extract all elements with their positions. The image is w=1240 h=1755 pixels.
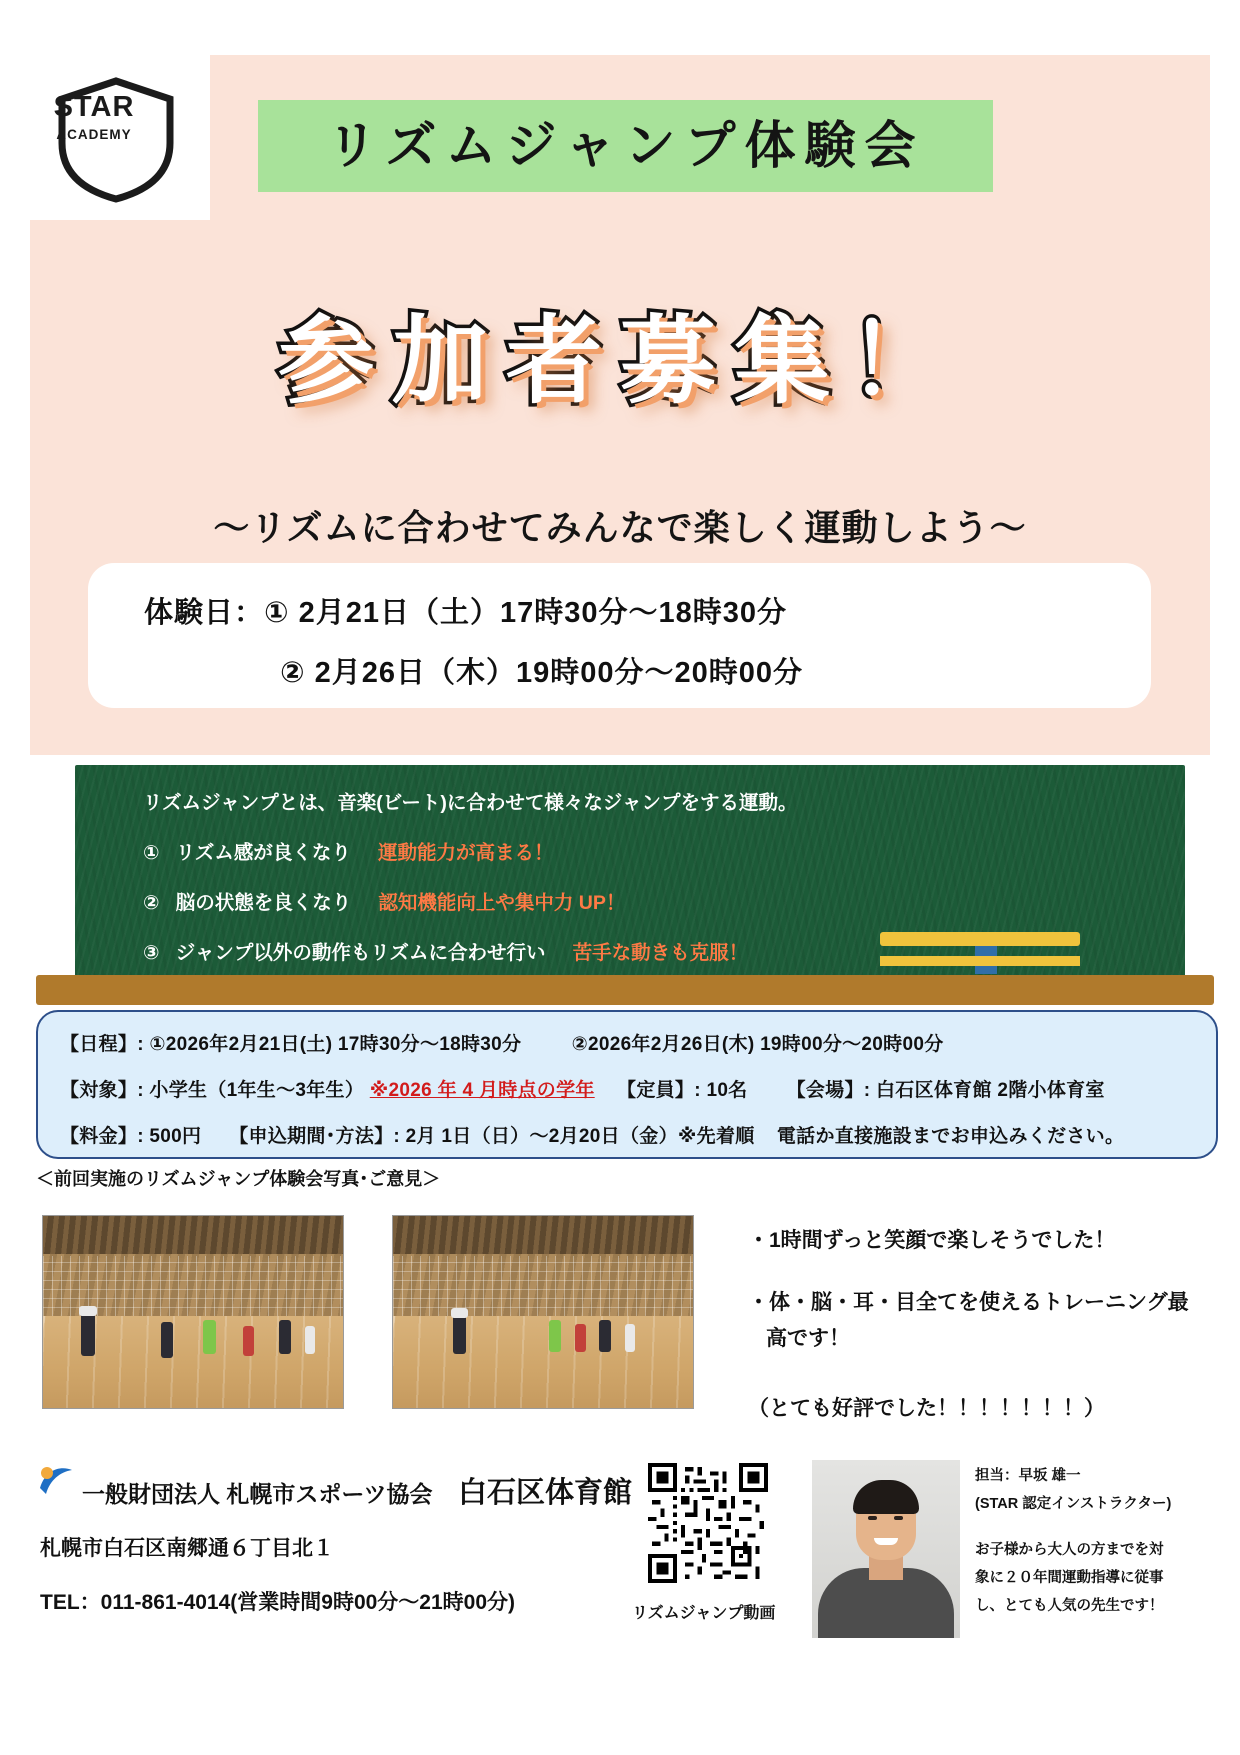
trial-dates-box [88,563,1151,708]
instructor-title: (STAR 認定インストラクター) [975,1496,1172,1512]
instructor-bio-line-3: し、とても人気の先生です！ [975,1598,1164,1614]
photos-caption: ＜前回実施のリズムジャンプ体験会写真･ご意見＞ [36,1169,441,1189]
trial-date-1: 体験日：① 2月21日（土）17時30分～18時30分 [144,597,788,629]
apply-label: 【申込期間･方法】: [229,1126,401,1147]
star-academy-logo [30,55,210,220]
instructor-bio-line-1: お子様から大人の方までを対 [975,1542,1164,1558]
board-intro: リズムジャンプとは、音楽(ビート)に合わせて様々なジャンプをする運動。 [143,792,798,814]
board-point-2-text: 脳の状態を良くなり [175,892,352,914]
sports-association-icon [36,1462,76,1502]
footer-facility-name: 白石区体育館 [458,1477,633,1509]
capacity-value: 10名 [706,1080,748,1101]
detail-schedule [60,1029,944,1056]
board-point-2 [143,887,625,915]
board-point-1-highlight: 運動能力が高まる！ [378,842,554,864]
board-point-1-num: ① [143,842,160,864]
target-note: ※2026 年 4 月時点の学年 [369,1080,595,1101]
venue-label: 【会場】: [786,1080,871,1101]
footer-organization [82,1470,632,1511]
venue-value: 白石区体育館 2階小体育室 [875,1080,1105,1101]
event-photo-1 [42,1215,344,1409]
detail-fee-apply [60,1121,1124,1148]
detail-target [60,1075,1105,1102]
board-point-3-text: ジャンプ以外の動作もリズムに合わせ行い [175,942,546,964]
apply-note: 電話か直接施設までお申込みください。 [776,1126,1125,1147]
instructor-bio-line-2: 象に２０年間運動指導に従事 [975,1570,1164,1586]
testimonial-2: ・体・脳・耳・目全てを使えるトレーニング最 [748,1291,1189,1314]
footer-org-name: 一般財団法人 札幌市スポーツ協会 [82,1481,433,1507]
instructor-name: 担当：早坂 雄一 [975,1468,1081,1484]
title-band [258,100,993,192]
footer-telephone: TEL：011-861-4014(営業時間9時00分～21時00分) [40,1591,516,1614]
title-band-text: リズムジャンプ体験会 [326,117,925,174]
qr-code-label: リズムジャンプ動画 [632,1605,776,1622]
testimonial-2-cont: 高です！ [766,1327,850,1350]
board-point-2-num: ② [143,892,160,914]
board-point-3-highlight: 苦手な動きも克服！ [572,942,749,964]
gym-bench-illustration [880,932,1080,974]
fee-value: 500円 [149,1126,202,1147]
qr-code[interactable] [648,1463,768,1583]
testimonial-1: ・1時間ずっと笑顔で楽しそうでした！ [748,1229,1116,1252]
trial-date-2: ② 2月26日（木）19時00分～20時00分 [280,657,804,689]
capacity-label: 【定員】: [617,1080,701,1101]
board-point-1-text: リズム感が良くなり [175,842,351,864]
testimonial-3: （とても好評でした！！！！！！！） [748,1397,1105,1420]
schedule-value-2: ②2026年2月26日(木) 19時00分～20時00分 [571,1034,944,1055]
event-details-box [36,1010,1218,1159]
logo-subtitle: ACADEMY [56,127,132,142]
logo-name: STAR [53,91,135,123]
instructor-photo [812,1460,960,1638]
event-photo-2 [392,1215,694,1409]
board-point-3 [143,937,748,965]
footer-address: 札幌市白石区南郷通６丁目北１ [40,1537,334,1560]
board-point-2-highlight: 認知機能向上や集中力 UP！ [378,892,626,914]
chalkboard-ledge [36,975,1214,1005]
page-title: 参加者募集！ [278,308,962,415]
target-label: 【対象】: [60,1080,144,1101]
target-value: 小学生（1年生～3年生） [149,1080,365,1101]
schedule-label: 【日程】: [60,1034,144,1055]
fee-label: 【料金】: [60,1126,144,1147]
schedule-value-1: ①2026年2月21日(土) 17時30分～18時30分 [149,1034,522,1055]
apply-value: 2月 1日（日）～2月20日（金）※先着順 [405,1126,755,1147]
board-point-3-num: ③ [143,942,160,964]
page-subtitle: ～リズムに合わせてみんなで楽しく運動しよう～ [213,507,1027,548]
board-point-1 [143,837,554,865]
